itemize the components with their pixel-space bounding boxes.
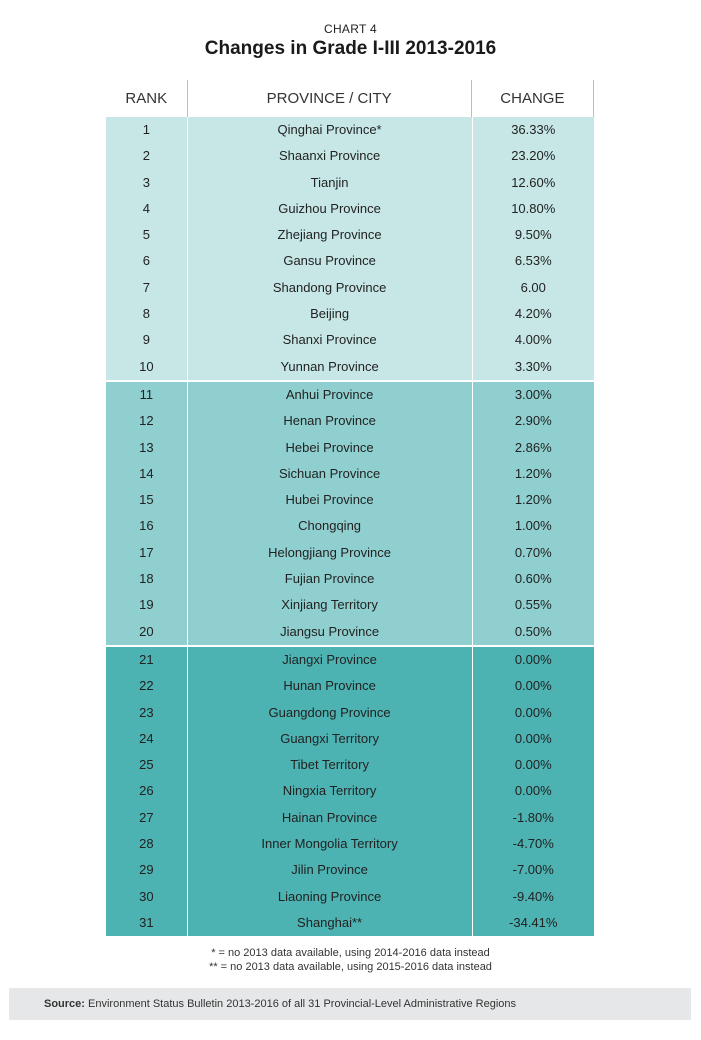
- chart-label: CHART 4: [323, 22, 377, 36]
- change-cell: 0.00%: [514, 730, 552, 746]
- province-cell: Shanghai**: [187, 910, 473, 936]
- rank-cell: 22: [139, 678, 154, 694]
- province-cell: Chongqing: [187, 513, 473, 539]
- change-cell: 6.53%: [514, 253, 552, 269]
- footnote-single-asterisk: * = no 2013 data available, using 2014-2016 data instead: [211, 947, 490, 959]
- change-cell: 2.86%: [514, 439, 552, 455]
- province-cell: Beijing: [187, 301, 473, 327]
- rank-cell: 15: [139, 492, 154, 508]
- header-change: CHANGE: [472, 80, 594, 117]
- table-row: [106, 196, 594, 222]
- province-cell: Shaanxi Province: [187, 143, 473, 169]
- table-row: [106, 884, 594, 910]
- province-cell: Hainan Province: [187, 805, 473, 831]
- chart-title: Changes in Grade I-III 2013-2016: [204, 38, 497, 59]
- province-cell: Hunan Province: [187, 673, 473, 699]
- table-row: [106, 513, 594, 539]
- rank-cell: 18: [139, 571, 154, 587]
- rank-cell: 6: [142, 253, 150, 269]
- table-row: [106, 143, 594, 169]
- province-cell: Helongjiang Province: [187, 540, 473, 566]
- rank-cell: 31: [139, 914, 154, 930]
- change-cell: 23.20%: [511, 148, 556, 164]
- province-cell: Yunnan Province: [187, 354, 473, 380]
- change-cell: 36.33%: [511, 122, 556, 137]
- table-row: [106, 752, 594, 778]
- table-row: [106, 857, 594, 883]
- province-cell: Guangdong Province: [187, 700, 473, 726]
- province-cell: Xinjiang Territory: [187, 592, 473, 618]
- table-header: [106, 80, 594, 117]
- table-row: [106, 700, 594, 726]
- rank-cell: 21: [139, 651, 154, 667]
- change-cell: -1.80%: [512, 809, 554, 825]
- rank-cell: 20: [139, 623, 154, 639]
- province-cell: Guangxi Territory: [187, 726, 473, 752]
- source-label: Source:: [44, 998, 85, 1010]
- table-row: [106, 673, 594, 699]
- rank-cell: 28: [139, 836, 154, 852]
- province-cell: Hubei Province: [187, 487, 473, 513]
- province-cell: Ningxia Territory: [187, 778, 473, 804]
- rank-cell: 26: [139, 783, 154, 799]
- rank-cell: 17: [139, 544, 154, 560]
- rank-cell: 9: [142, 332, 150, 348]
- province-cell: Inner Mongolia Territory: [187, 831, 473, 857]
- table-row: [106, 222, 594, 248]
- rank-cell: 8: [142, 306, 150, 322]
- table-row: [106, 170, 594, 196]
- province-cell: Guizhou Province: [187, 196, 473, 222]
- change-cell: 3.30%: [514, 358, 552, 374]
- rank-cell: 30: [139, 888, 154, 904]
- rank-cell: 10: [139, 358, 154, 374]
- rank-cell: 19: [139, 597, 154, 613]
- table-row: [106, 566, 594, 592]
- table-row: [106, 275, 594, 301]
- change-cell: 4.20%: [514, 306, 552, 322]
- rank-cell: 29: [139, 862, 154, 878]
- footnote-double-asterisk: ** = no 2013 data available, using 2015-2016 data instead: [209, 961, 492, 973]
- table-row: [106, 645, 594, 673]
- rank-cell: 11: [139, 386, 154, 402]
- change-cell: 0.00%: [514, 704, 552, 720]
- change-cell: -4.70%: [512, 836, 554, 852]
- province-cell: Gansu Province: [187, 248, 473, 274]
- table-row: [106, 831, 594, 857]
- province-cell: Shandong Province: [187, 275, 473, 301]
- change-cell: -7.00%: [512, 862, 554, 878]
- table-row: [106, 435, 594, 461]
- province-cell: Tianjin: [187, 170, 473, 196]
- rank-cell: 12: [139, 413, 154, 429]
- change-cell: 12.60%: [511, 174, 556, 190]
- table-row: [106, 778, 594, 804]
- rank-cell: 4: [142, 200, 150, 216]
- table-body: [106, 117, 594, 936]
- rank-cell: 24: [139, 730, 154, 746]
- province-cell: Tibet Territory: [187, 752, 473, 778]
- table-row: [106, 248, 594, 274]
- change-cell: 4.00%: [514, 332, 552, 348]
- change-cell: 10.80%: [511, 200, 556, 216]
- change-cell: 0.70%: [514, 544, 552, 560]
- rank-cell: 2: [142, 148, 150, 164]
- rank-cell: 25: [139, 757, 154, 773]
- rank-cell: 1: [142, 122, 150, 137]
- table-row: [106, 408, 594, 434]
- change-cell: 0.00%: [514, 678, 552, 694]
- table-row: [106, 910, 594, 936]
- province-cell: Anhui Province: [187, 382, 473, 408]
- change-cell: 3.00%: [514, 386, 552, 402]
- source-text: Environment Status Bulletin 2013-2016 of all 31 Provincial-Level Administrative Regions: [88, 998, 517, 1010]
- table-row: [106, 540, 594, 566]
- change-cell: 6.00: [520, 279, 546, 295]
- change-cell: 1.20%: [514, 465, 552, 481]
- province-cell: Liaoning Province: [187, 884, 473, 910]
- province-cell: Zhejiang Province: [187, 222, 473, 248]
- table-row: [106, 327, 594, 353]
- header-province-city: PROVINCE / CITY: [187, 80, 472, 117]
- header-rank: RANK: [125, 90, 168, 107]
- province-cell: Sichuan Province: [187, 461, 473, 487]
- province-cell: Shanxi Province: [187, 327, 473, 353]
- change-cell: 0.00%: [514, 757, 552, 773]
- change-cell: -34.41%: [509, 914, 558, 930]
- rank-cell: 16: [139, 518, 154, 534]
- table-row: [106, 461, 594, 487]
- change-cell: 0.55%: [514, 597, 552, 613]
- rank-cell: 23: [139, 704, 154, 720]
- change-cell: 0.60%: [514, 571, 552, 587]
- rank-cell: 13: [139, 439, 154, 455]
- table-row: [106, 805, 594, 831]
- change-cell: 0.00%: [514, 783, 552, 799]
- table-row: [106, 619, 594, 645]
- province-cell: Fujian Province: [187, 566, 473, 592]
- ranking-table: [106, 80, 594, 936]
- rank-cell: 5: [142, 227, 150, 243]
- table-row: [106, 354, 594, 380]
- table-row: [106, 380, 594, 408]
- change-cell: 2.90%: [514, 413, 552, 429]
- change-cell: 9.50%: [514, 227, 552, 243]
- footnotes: [0, 946, 701, 974]
- table-row: [106, 592, 594, 618]
- change-cell: 0.50%: [514, 623, 552, 639]
- province-cell: Jiangxi Province: [187, 647, 473, 673]
- change-cell: 0.00%: [514, 651, 552, 667]
- province-cell: Jiangsu Province: [187, 619, 473, 645]
- table-row: [106, 487, 594, 513]
- rank-cell: 3: [142, 174, 150, 190]
- province-cell: Hebei Province: [187, 435, 473, 461]
- change-cell: 1.00%: [514, 518, 552, 534]
- rank-cell: 14: [139, 465, 154, 481]
- rank-cell: 7: [142, 279, 150, 295]
- province-cell: Qinghai Province*: [187, 117, 473, 143]
- change-cell: 1.20%: [514, 492, 552, 508]
- table-row: [106, 726, 594, 752]
- province-cell: Jilin Province: [187, 857, 473, 883]
- table-row: [106, 117, 594, 143]
- source-bar: [9, 988, 691, 1020]
- province-cell: Henan Province: [187, 408, 473, 434]
- rank-cell: 27: [139, 809, 154, 825]
- table-row: [106, 301, 594, 327]
- change-cell: -9.40%: [512, 888, 554, 904]
